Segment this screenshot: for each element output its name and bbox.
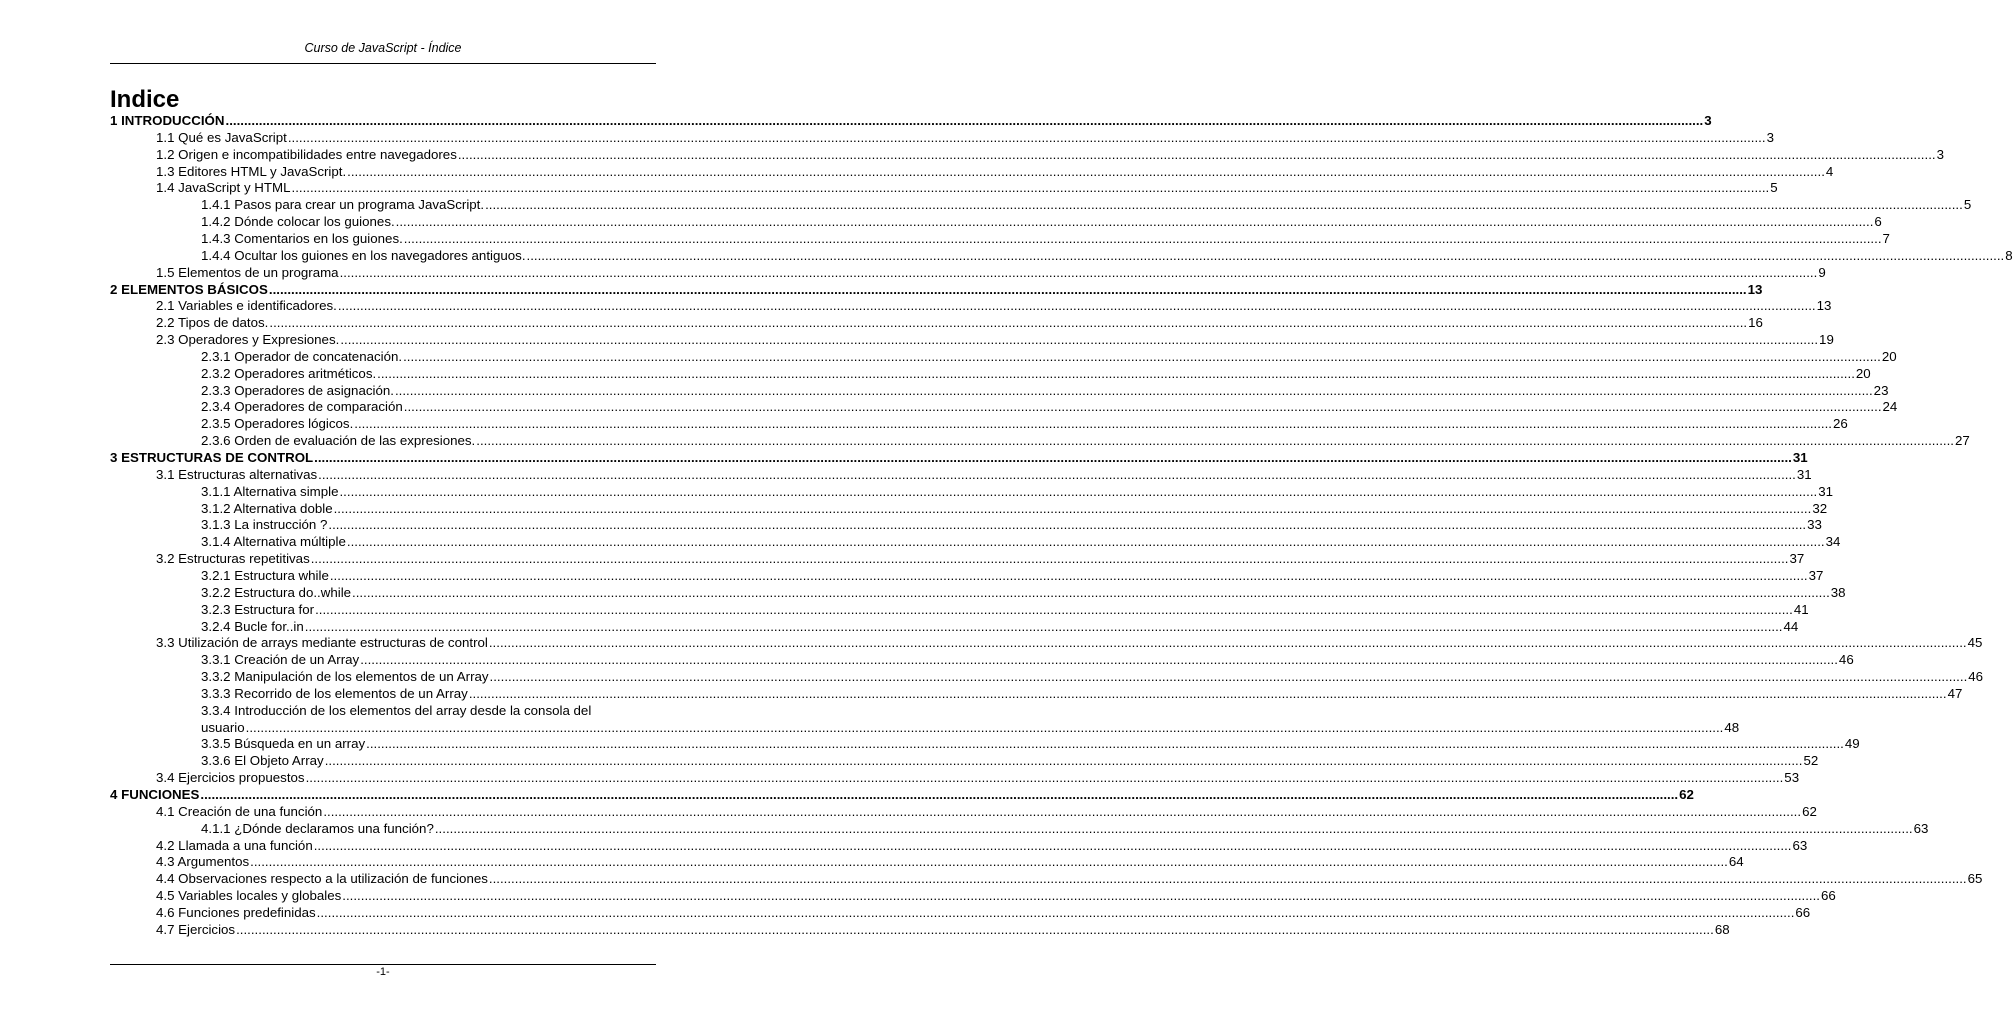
dot-leader: ................................................................................................................................................................................................................................................................................................................................................................................................................ [354,416,1832,431]
toc-entry-page: 66 [1821,888,1836,903]
toc-entry[interactable] [201,668,1984,685]
toc-entry[interactable] [156,331,1834,348]
toc-entry-line[interactable]: 3.3.4 Introducción de los elementos del array desde la consola del [201,703,592,718]
toc-entry-label: usuario [201,720,245,735]
toc-entry-page: 37 [1808,568,1824,583]
toc-entry-label: 2.3.2 Operadores aritméticos. [201,366,377,381]
toc-entry-page: 4 [1825,164,1834,179]
dot-leader: ................................................................................................................................................................................................................................................................................................................................................................................................................ [468,686,1947,701]
dot-leader: ................................................................................................................................................................................................................................................................................................................................................................................................................ [377,366,1855,381]
toc-entry-label: 3.1.2 Alternativa doble [201,501,333,516]
dot-leader: ................................................................................................................................................................................................................................................................................................................................................................................................................ [333,501,1812,516]
toc-entry[interactable] [156,550,1805,567]
toc-entry-page: 3 [1766,130,1774,145]
toc-entry[interactable] [201,735,1860,752]
toc-entry-label: 1.4 JavaScript y HTML [156,180,291,195]
toc-entry-label: 1 INTRODUCCIÓN [110,113,225,128]
dot-leader: ................................................................................................................................................................................................................................................................................................................................................................................................................ [395,214,1874,229]
dot-leader: ................................................................................................................................................................................................................................................................................................................................................................................................................ [314,450,1792,465]
toc-entry[interactable] [110,281,1763,298]
dot-leader: ................................................................................................................................................................................................................................................................................................................................................................................................................ [485,197,1963,212]
dot-leader: ................................................................................................................................................................................................................................................................................................................................................................................................................ [236,922,1714,937]
toc-entry-page: 13 [1816,298,1832,313]
toc-entry-label: 1.5 Elementos de un programa [156,265,339,280]
dot-leader: ................................................................................................................................................................................................................................................................................................................................................................................................................ [250,854,1728,869]
toc-entry[interactable] [201,651,1854,668]
dot-leader: ................................................................................................................................................................................................................................................................................................................................................................................................................ [342,888,1821,903]
toc-entry[interactable] [201,752,1819,769]
toc-entry-page: 66 [1795,905,1811,920]
toc-entry-label: 3.2.2 Estructura do..while [201,585,352,600]
toc-entry-label: 2.3 Operadores y Expresiones. [156,332,340,347]
toc-entry[interactable] [156,921,1730,938]
toc-entry[interactable] [201,247,2013,264]
toc-entry-page: 20 [1855,366,1871,381]
page-number: -1- [376,966,390,978]
toc-entry-label: 2.3.5 Operadores lógicos. [201,416,354,431]
toc-entry[interactable] [201,348,1897,365]
dot-leader: ................................................................................................................................................................................................................................................................................................................................................................................................................ [457,147,1936,162]
toc-entry[interactable] [201,719,1740,736]
toc-entry-page: 16 [1748,315,1763,330]
dot-leader: ................................................................................................................................................................................................................................................................................................................................................................................................................ [323,804,1802,819]
dot-leader: ................................................................................................................................................................................................................................................................................................................................................................................................................ [200,787,1679,802]
dot-leader: ................................................................................................................................................................................................................................................................................................................................................................................................................ [269,315,1748,330]
toc-entry-page: 26 [1833,416,1848,431]
toc-entry-label: 3.3.6 El Objeto Array [201,753,324,768]
toc-entry-label: 4.2 Llamada a una función [156,838,313,853]
toc-entry-label: 2 ELEMENTOS BÁSICOS [110,282,268,297]
toc-entry[interactable] [110,786,1694,803]
toc-entry[interactable] [156,314,1763,331]
toc-entry-page: 3 [1704,113,1712,128]
toc-entry-label: 3.2.3 Estructura for [201,602,315,617]
dot-leader: ................................................................................................................................................................................................................................................................................................................................................................................................................ [476,433,1954,448]
dot-leader: ................................................................................................................................................................................................................................................................................................................................................................................................................ [316,905,1795,920]
dot-leader: ................................................................................................................................................................................................................................................................................................................................................................................................................ [403,349,1881,364]
toc-entry-page: 46 [1968,669,1984,684]
dot-leader: ................................................................................................................................................................................................................................................................................................................................................................................................................ [352,585,1830,600]
toc-entry-label: 4.1.1 ¿Dónde declaramos una función? [201,821,434,836]
toc-entry-label: 2.3.1 Operador de concatenación. [201,349,403,364]
toc-entry-page: 34 [1825,534,1841,549]
toc-entry[interactable] [156,179,1778,196]
toc-entry[interactable] [201,685,1963,702]
dot-leader: ................................................................................................................................................................................................................................................................................................................................................................................................................ [339,484,1818,499]
toc-entry[interactable] [201,584,1846,601]
toc-entry-label: 3.2.1 Estructura while [201,568,329,583]
toc-entry-page: 33 [1807,517,1822,532]
toc-entry-page: 41 [1793,602,1809,617]
dot-leader: ................................................................................................................................................................................................................................................................................................................................................................................................................ [287,130,1766,145]
toc-entry-label: 3.1 Estructuras alternativas [156,467,318,482]
toc-entry-page: 37 [1789,551,1805,566]
dot-leader: ................................................................................................................................................................................................................................................................................................................................................................................................................ [488,635,1967,650]
dot-leader: ................................................................................................................................................................................................................................................................................................................................................................................................................ [329,568,1808,583]
toc-entry[interactable] [201,432,1970,449]
toc-entry[interactable] [201,567,1824,584]
toc-entry-page: 52 [1803,753,1819,768]
toc-entry-label: 3 ESTRUCTURAS DE CONTROL [110,450,314,465]
toc-entry-label: 2.2 Tipos de datos. [156,315,269,330]
toc-entry-page: 44 [1783,619,1799,634]
toc-entry-label: 4.6 Funciones predefinidas [156,905,316,920]
toc-entry[interactable] [201,382,1889,399]
toc-entry[interactable] [201,213,1882,230]
toc-entry[interactable] [201,483,1834,500]
toc-entry[interactable] [201,500,1828,517]
toc-entry-page: 5 [1963,197,1972,212]
toc-entry[interactable] [156,887,1836,904]
toc-entry-label: 3.3 Utilización de arrays mediante estructuras de control [156,635,488,650]
toc-entry-page: 20 [1881,349,1897,364]
toc-entry-label: 4.4 Observaciones respecto a la utilización de funciones [156,871,488,886]
dot-leader: ................................................................................................................................................................................................................................................................................................................................................................................................................ [489,669,1968,684]
toc-entry-label: 3.1.3 La instrucción ? [201,517,328,532]
toc-entry[interactable] [201,820,1929,837]
dot-leader: ................................................................................................................................................................................................................................................................................................................................................................................................................ [291,180,1770,195]
toc-entry[interactable] [201,601,1809,618]
toc-entry-page: 63 [1792,838,1808,853]
toc-entry-label: 4.7 Ejercicios [156,922,236,937]
toc-entry-page: 31 [1792,450,1808,465]
toc-entry-page: 46 [1838,652,1854,667]
toc-entry-label: 1.4.2 Dónde colocar los guiones. [201,214,395,229]
toc-entry-page: 13 [1747,282,1763,297]
toc-entry[interactable] [156,837,1808,854]
toc-entry-page: 62 [1679,787,1694,802]
toc-entry-label: 2.1 Variables e identificadores. [156,298,337,313]
toc-entry-label: 3.2.4 Bucle for..in [201,619,304,634]
dot-leader: ................................................................................................................................................................................................................................................................................................................................................................................................................ [310,551,1789,566]
toc-entry[interactable] [201,196,1972,213]
toc-entry-page: 68 [1714,922,1730,937]
toc-entry-label: 2.3.3 Operadores de asignación. [201,383,394,398]
toc-entry-page: 6 [1874,214,1882,229]
toc-entry[interactable] [201,618,1799,635]
toc-entry-page: 31 [1818,484,1834,499]
toc-entry-label: 2.3.6 Orden de evaluación de las expresiones. [201,433,476,448]
dot-leader: ................................................................................................................................................................................................................................................................................................................................................................................................................ [339,265,1818,280]
toc-entry[interactable] [110,449,1808,466]
toc-entry-page: 9 [1818,265,1826,280]
toc-entry[interactable] [156,129,1774,146]
toc-entry-page: 27 [1954,433,1970,448]
toc-entry[interactable] [110,112,1712,129]
dot-leader: ................................................................................................................................................................................................................................................................................................................................................................................................................ [488,871,1967,886]
toc-entry-page: 47 [1947,686,1963,701]
toc-entry[interactable] [156,297,1832,314]
toc-entry-page: 19 [1819,332,1834,347]
toc-entry-label: 3.1.1 Alternativa simple [201,484,339,499]
toc-entry-label: 3.3.3 Recorrido de los elementos de un Array [201,686,468,701]
toc-entry-label: 3.3.1 Creación de un Array [201,652,360,667]
toc-entry-page: 7 [1882,231,1890,246]
dot-leader: ................................................................................................................................................................................................................................................................................................................................................................................................................ [315,602,1793,617]
dot-leader: ................................................................................................................................................................................................................................................................................................................................................................................................................ [347,164,1825,179]
toc-entry[interactable] [156,146,1944,163]
toc-entry[interactable] [156,904,1811,921]
toc-entry-label: 3.1.4 Alternativa múltiple [201,534,346,549]
toc-entry[interactable] [156,264,1826,281]
dot-leader: ................................................................................................................................................................................................................................................................................................................................................................................................................ [337,298,1816,313]
toc-entry-page: 49 [1844,736,1860,751]
toc-entry[interactable] [156,634,1983,651]
dot-leader: ................................................................................................................................................................................................................................................................................................................................................................................................................ [328,517,1807,532]
toc-entry-label: 1.1 Qué es JavaScript [156,130,287,145]
toc-entry-page: 8 [2005,248,2013,263]
toc-entry-page: 3 [1936,147,1944,162]
toc-entry-page: 31 [1796,467,1812,482]
dot-leader: ................................................................................................................................................................................................................................................................................................................................................................................................................ [434,821,1913,836]
toc-entry[interactable] [156,803,1817,820]
toc-entry-page: 63 [1913,821,1929,836]
toc-entry-page: 65 [1967,871,1983,886]
toc-entry-page: 62 [1802,804,1817,819]
toc-entry-page: 5 [1770,180,1778,195]
dot-leader: ................................................................................................................................................................................................................................................................................................................................................................................................................ [526,248,2005,263]
toc-entry-page: 64 [1728,854,1744,869]
toc-entry-label: 3.3.5 Búsqueda en un array [201,736,366,751]
dot-leader: ................................................................................................................................................................................................................................................................................................................................................................................................................ [305,770,1784,785]
dot-leader: ................................................................................................................................................................................................................................................................................................................................................................................................................ [366,736,1844,751]
toc-entry[interactable] [156,853,1744,870]
toc-entry-label: 4 FUNCIONES [110,787,200,802]
toc-entry-label: 3.4 Ejercicios propuestos [156,770,305,785]
toc-entry-label: 2.3.4 Operadores de comparación [201,399,403,414]
toc-entry[interactable] [156,163,1834,180]
toc-entry[interactable] [156,769,1800,786]
page-header: Curso de JavaScript - Índice [304,41,462,55]
toc-entry-page: 23 [1873,383,1889,398]
toc-entry-label: 4.1 Creación de una función [156,804,323,819]
dot-leader: ................................................................................................................................................................................................................................................................................................................................................................................................................ [360,652,1838,667]
dot-leader: ................................................................................................................................................................................................................................................................................................................................................................................................................ [318,467,1796,482]
dot-leader: ................................................................................................................................................................................................................................................................................................................................................................................................................ [245,720,1724,735]
dot-leader: ................................................................................................................................................................................................................................................................................................................................................................................................................ [403,399,1882,414]
dot-leader: ................................................................................................................................................................................................................................................................................................................................................................................................................ [403,231,1882,246]
toc-entry-label: 1.4.3 Comentarios en los guiones. [201,231,403,246]
toc-entry-label: 4.3 Argumentos [156,854,250,869]
dot-leader: ................................................................................................................................................................................................................................................................................................................................................................................................................ [225,113,1704,128]
toc-entry-label: 1.4.4 Ocultar los guiones en los navegadores antiguos. [201,248,526,263]
dot-leader: ................................................................................................................................................................................................................................................................................................................................................................................................................ [394,383,1873,398]
footer-rule [110,964,656,965]
toc-entry-page: 48 [1724,720,1740,735]
toc-entry-label: 1.4.1 Pasos para crear un programa JavaScript. [201,197,485,212]
toc-entry-page: 24 [1882,399,1898,414]
dot-leader: ................................................................................................................................................................................................................................................................................................................................................................................................................ [313,838,1792,853]
toc-entry[interactable] [201,516,1822,533]
toc-entry[interactable] [156,466,1812,483]
toc-entry-label: 1.3 Editores HTML y JavaScript. [156,164,347,179]
toc-entry[interactable] [201,230,1890,247]
toc-entry[interactable] [201,415,1848,432]
toc-entry[interactable] [156,870,1983,887]
toc-entry-page: 53 [1784,770,1800,785]
toc-entry[interactable] [201,398,1898,415]
toc-entry-page: 45 [1967,635,1983,650]
header-rule [110,63,656,64]
toc-entry[interactable] [201,365,1871,382]
dot-leader: ................................................................................................................................................................................................................................................................................................................................................................................................................ [346,534,1825,549]
dot-leader: ................................................................................................................................................................................................................................................................................................................................................................................................................ [268,282,1747,297]
dot-leader: ................................................................................................................................................................................................................................................................................................................................................................................................................ [304,619,1783,634]
toc-entry-label: 1.2 Origen e incompatibilidades entre navegadores [156,147,457,162]
toc-entry-label: 4.5 Variables locales y globales [156,888,342,903]
dot-leader: ................................................................................................................................................................................................................................................................................................................................................................................................................ [340,332,1819,347]
toc-entry-page: 38 [1830,585,1846,600]
dot-leader: ................................................................................................................................................................................................................................................................................................................................................................................................................ [324,753,1803,768]
toc-entry[interactable] [201,533,1841,550]
index-title: Indice [110,86,180,113]
toc-entry-label: 3.3.2 Manipulación de los elementos de un Array [201,669,489,684]
toc-entry-page: 32 [1812,501,1828,516]
toc-entry-label: 3.2 Estructuras repetitivas [156,551,310,566]
